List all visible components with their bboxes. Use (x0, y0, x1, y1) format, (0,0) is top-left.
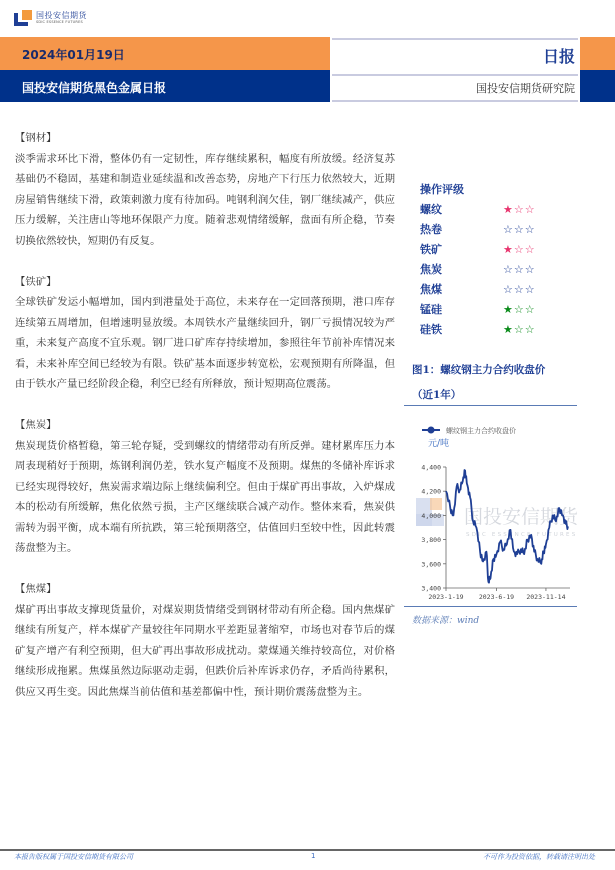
section-body: 煤矿再出事故支撑现货量价，对煤炭期货情绪受到钢材带动有所企稳。国内焦煤矿继续有所复产，样本煤矿产量较往年同期水平差距显著缩窄，市场也对春节后的煤矿复产增产有利空预期，但大矿再出事故形成扰动。蒙煤通关维持较高位，对价格继续形成拖累。焦煤虽然边际驱动走弱，但跌价后补库诉求仍存，矛盾尚待累积，供应又再生变。因此焦煤当前估值和基差都偏中性，预计期价震荡盘整为主。 (15, 603, 395, 698)
chart-legend (422, 426, 516, 449)
section-steel (15, 128, 395, 251)
rating-row (420, 300, 560, 320)
rating-commodity: 焦煤 (420, 283, 442, 296)
figure-title-line2: （近1年） (412, 389, 462, 401)
section-coke (15, 415, 395, 559)
rating-row (420, 240, 560, 260)
rating-row (420, 320, 560, 340)
svg-text:4,400: 4,400 (421, 463, 441, 472)
header-divider (332, 74, 578, 76)
header-divider (332, 100, 578, 102)
logo-mark-icon (14, 10, 32, 26)
section-body: 淡季需求环比下滑，整体仍有一定韧性，库存继续累积，幅度有所放缓。经济复苏基础仍不稳固，基建和制造业延续温和改善态势，房地产下行压力依然较大，近期房屋销售继续下滑，政策刺激力度有待加码。吨钢利润欠佳，钢厂继续减产，供应压力缓解，关注唐山等地环保限产力度。随着悲观情绪缓解，盘面有所企稳，节奏切换依然较快，短期仍有反复。 (15, 152, 395, 247)
svg-text:4,200: 4,200 (421, 487, 441, 496)
rating-commodity: 硅铁 (420, 323, 442, 336)
star-rating-icon: ☆☆☆ (503, 283, 536, 296)
svg-text:2023-1-19: 2023-1-19 (428, 593, 464, 601)
rating-title: 操作评级 (420, 183, 464, 196)
rating-commodity: 螺纹 (420, 203, 442, 216)
figure-title-line1: 图1：螺纹钢主力合约收盘价 (412, 364, 546, 376)
svg-text:3,800: 3,800 (421, 536, 441, 545)
figure-bottom-rule (404, 606, 577, 607)
rating-row (420, 200, 560, 220)
svg-text:2023-11-14: 2023-11-14 (526, 593, 566, 601)
page-number: 1 (311, 852, 316, 860)
svg-text:4,000: 4,000 (421, 511, 441, 520)
rating-commodity: 焦炭 (420, 263, 442, 276)
svg-text:元/吨: 元/吨 (428, 439, 450, 449)
rating-commodity: 铁矿 (420, 243, 442, 256)
svg-text:3,600: 3,600 (421, 560, 441, 569)
star-rating-icon: ★☆☆ (503, 323, 536, 336)
logo-en-text: SDIC ESSENCE FUTURES (36, 19, 83, 24)
header-divider (332, 38, 578, 40)
footer-rule (0, 849, 615, 851)
rating-commodity: 热卷 (420, 223, 442, 236)
star-rating-icon: ★☆☆ (503, 203, 536, 216)
company-logo (14, 10, 87, 26)
report-date: 2024年01月19日 (22, 48, 125, 62)
svg-text:国投安信期货: 国投安信期货 (464, 506, 579, 528)
star-rating-icon: ★☆☆ (503, 303, 536, 316)
section-title: 【铁矿】 (15, 275, 57, 288)
rating-row (420, 260, 560, 280)
rebar-price-chart (404, 406, 604, 606)
section-body: 焦炭现货价格暂稳，第三轮存疑，受到螺纹的情绪带动有所反弹。建材累库压力本周表现稍好于预期，炼钢利润仍差，铁水复产幅度不及预期。煤焦的冬储补库诉求已经实现得较好，焦炭需求端边际上继续偏利空。但由于煤矿再出事故，入炉煤成本的松动有所缓解，焦化依然亏损，主产区继续联合减产动作。整体来看，焦炭供需转为弱平衡，成本端有所抗跌，第三轮预期落空，估值回归至较中性，因此转震荡盘整为主。 (15, 439, 395, 554)
report-type-label: 日报 (542, 47, 575, 66)
section-body: 全球铁矿发运小幅增加，国内到港量处于高位，未来存在一定回落预期，港口库存连续第五周增加，但增速明显放缓。本周铁水产量继续回升，钢厂亏损情况较为严重，未来复产高度不宜乐观。钢厂进口矿库存持续增加，参照往年节前补库情况来看，未来补库空间已经较为有限。铁矿基本面逐步转宽松，宏观预期有所降温，但由于铁水产量已经阶段企稳，利空已经有所释放，预计短期高位震荡。 (15, 296, 395, 390)
section-title: 【焦煤】 (15, 583, 57, 595)
section-title: 【焦炭】 (15, 419, 57, 431)
star-rating-icon: ☆☆☆ (503, 263, 536, 276)
footer-copyright: 本报告版权属于国投安信期货有限公司 (14, 853, 133, 861)
svg-text:螺纹钢主力合约收盘价: 螺纹钢主力合约收盘价 (446, 427, 516, 435)
commentary-column (15, 128, 395, 723)
svg-text:SDIC ESSENCE FUTURES: SDIC ESSENCE FUTURES (466, 532, 578, 538)
figure-title (412, 358, 582, 408)
rating-row (420, 220, 560, 240)
rating-commodity: 锰硅 (420, 303, 442, 316)
logo-cn-text: 国投安信期货 (36, 10, 87, 20)
report-title: 国投安信期货黑色金属日报 (22, 81, 167, 95)
svg-text:2023-6-19: 2023-6-19 (478, 593, 515, 601)
rating-panel (420, 180, 560, 340)
star-rating-icon: ★☆☆ (503, 243, 536, 256)
footer-disclaimer: 不可作为投资依据，转载请注明出处 (483, 853, 595, 861)
section-title: 【钢材】 (15, 132, 57, 144)
star-rating-icon: ☆☆☆ (503, 223, 536, 236)
section-coking-coal (15, 579, 395, 702)
institute-name: 国投安信期货研究院 (476, 82, 575, 95)
rating-row (420, 280, 560, 300)
section-iron-ore (15, 272, 395, 395)
data-source: 数据来源：wind (412, 616, 480, 626)
svg-text:3,400: 3,400 (421, 584, 441, 593)
